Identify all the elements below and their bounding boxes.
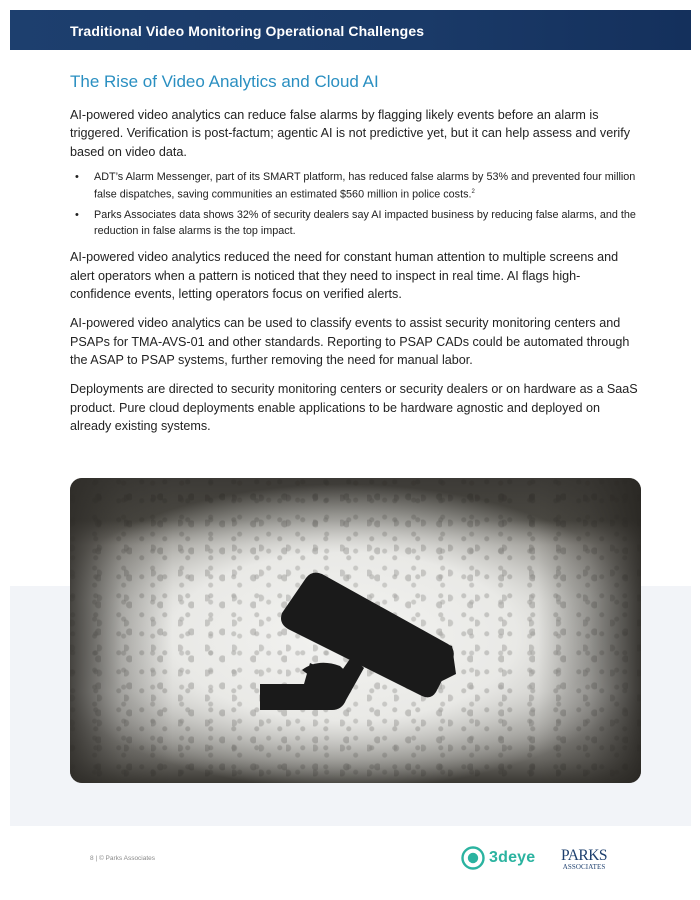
- bullet-text: ADT’s Alarm Messenger, part of its SMART platform, has reduced false alarms by 53% and prevented four million false dispatches, saving communities an estimated $560 million in police costs.: [94, 170, 636, 201]
- main-content: [70, 106, 640, 446]
- paragraph-classification: AI-powered video analytics can be used to classify events to assist security monitoring centers and PSAPs for TMA-AVS-01 and other standards. Reporting to PSAP CADs could be automated through the ASAP to PSAP systems, further removing the need for manual labor.: [70, 316, 630, 367]
- camera-lens: [422, 636, 456, 688]
- bullet-item: [70, 208, 640, 239]
- paragraph-operators: AI-powered video analytics reduced the need for constant human attention to multiple screens and alert operators when a pattern is noticed that they need to inspect in real time. AI flags high-confidence events, letting operators focus on verified alerts.: [70, 250, 619, 302]
- logo-3deye-text: 3deye: [489, 849, 536, 866]
- cctv-camera-photo: [70, 478, 641, 783]
- logo-3deye: [461, 846, 535, 870]
- logo-parks-associates: [561, 848, 607, 871]
- cctv-camera-icon: [70, 478, 641, 783]
- bullet-list: [70, 170, 640, 240]
- page-number: 8: [90, 855, 94, 862]
- section-heading: The Rise of Video Analytics and Cloud AI: [70, 72, 379, 91]
- copyright-text: © Parks Associates: [98, 855, 156, 862]
- footer-page-info: [90, 855, 155, 862]
- bullet-text: Parks Associates data shows 32% of security dealers say AI impacted business by reducing false alarms, and the reduction in false alarms is the top impact.: [94, 209, 636, 237]
- camera-mount: [260, 656, 364, 710]
- footer-separator: |: [95, 855, 98, 862]
- paragraph-deployments: Deployments are directed to security monitoring centers or security dealers or on hardware as a SaaS product. Pure cloud deployments enable applications to be hardware agnostic and deployed on already existing systems.: [70, 382, 638, 433]
- bullet-item: [70, 170, 640, 204]
- header-title: Traditional Video Monitoring Operational Challenges: [70, 23, 425, 39]
- header-bar: [10, 10, 691, 50]
- footnote-marker: 2: [471, 189, 475, 196]
- 3deye-eye-icon: [461, 846, 485, 870]
- logo-parks-bottom: ASSOCIATES: [562, 862, 606, 871]
- intro-paragraph: AI-powered video analytics can reduce false alarms by flagging likely events before an alarm is triggered. Verification is post-factum; agentic AI is not predictive yet, but it can help assess and verify based on video data.: [70, 108, 631, 159]
- logo-parks-top: PARKS: [561, 847, 608, 864]
